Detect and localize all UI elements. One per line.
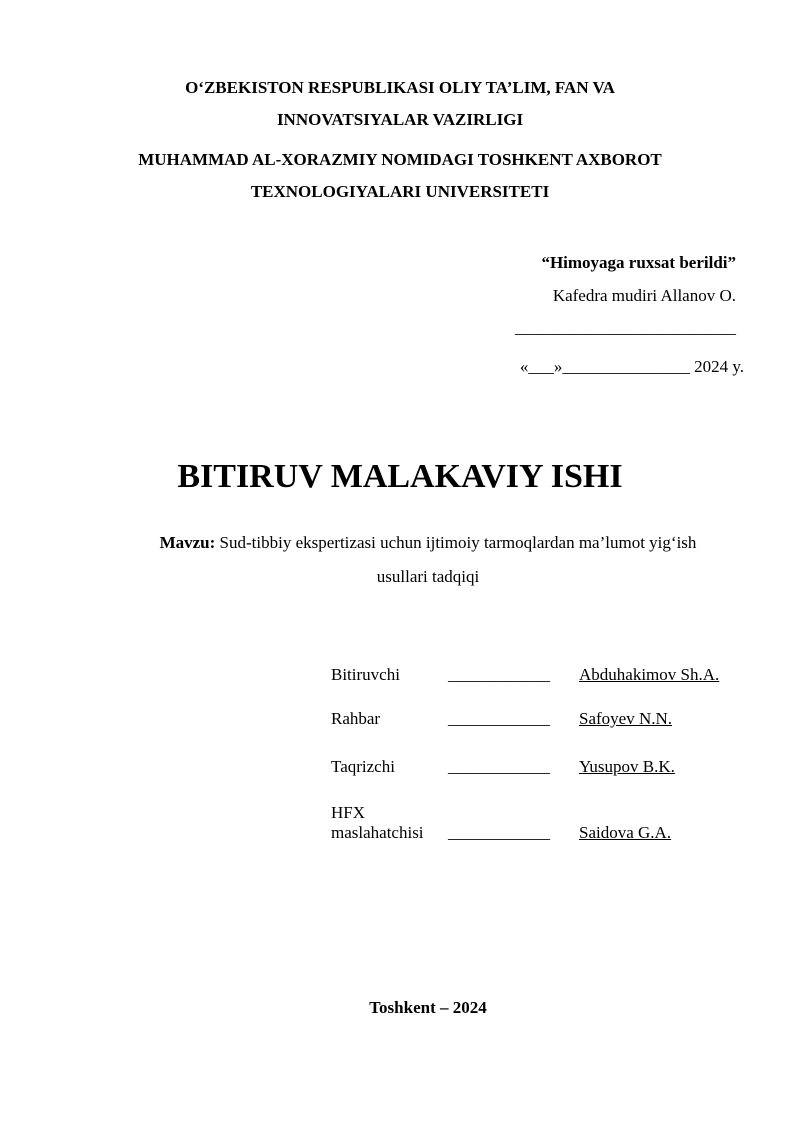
- topic: [120, 526, 736, 594]
- signer-signature-line: ____________: [448, 823, 550, 842]
- signer-signature-line: ____________: [448, 709, 550, 728]
- signer-signature-line: ____________: [448, 665, 550, 684]
- signer-role: Bitiruvchi: [331, 665, 400, 684]
- university-line-1: MUHAMMAD AL-XORAZMIY NOMIDAGI TOSHKENT AXBOROT: [138, 150, 662, 169]
- signature-line: __________________________: [515, 318, 736, 337]
- ministry-line-1: O‘ZBEKISTON RESPUBLIKASI OLIY TA’LIM, FAN VA: [185, 78, 615, 97]
- city-year: Toshkent – 2024: [369, 998, 487, 1017]
- approval-block: [515, 250, 744, 376]
- topic-text-line-1: Sud-tibbiy ekspertizasi uchun ijtimoiy tarmoqlardan ma’lumot yig‘ish: [219, 533, 697, 552]
- signer-role-line-2: maslahatchisi: [331, 823, 424, 842]
- university-heading: [0, 144, 800, 208]
- approval-date-line: «___»_______________ 2024 y.: [519, 357, 744, 376]
- signer-name: Safoyev N.N.: [579, 709, 673, 728]
- department-head: Kafedra mudiri Allanov O.: [552, 286, 736, 305]
- ministry-line-2: INNOVATSIYALAR VAZIRLIGI: [276, 110, 524, 129]
- signer-role: Taqrizchi: [331, 757, 395, 776]
- approval-title: “Himoyaga ruxsat berildi”: [541, 253, 736, 272]
- document-title: BITIRUV MALAKAVIY ISHI: [177, 458, 623, 495]
- signer-name: Saidova G.A.: [579, 823, 672, 842]
- signer-name: Abduhakimov Sh.A.: [579, 665, 720, 684]
- topic-label: Mavzu:: [159, 533, 216, 552]
- signer-role: Rahbar: [331, 709, 381, 728]
- signer-signature-line: ____________: [448, 757, 550, 776]
- topic-text-line-2: usullari tadqiqi: [376, 567, 480, 586]
- university-line-2: TEXNOLOGIYALARI UNIVERSITETI: [250, 182, 550, 201]
- ministry-heading: [0, 72, 800, 136]
- signer-role-line-1: HFX: [331, 803, 366, 822]
- signer-name: Yusupov B.K.: [579, 757, 675, 776]
